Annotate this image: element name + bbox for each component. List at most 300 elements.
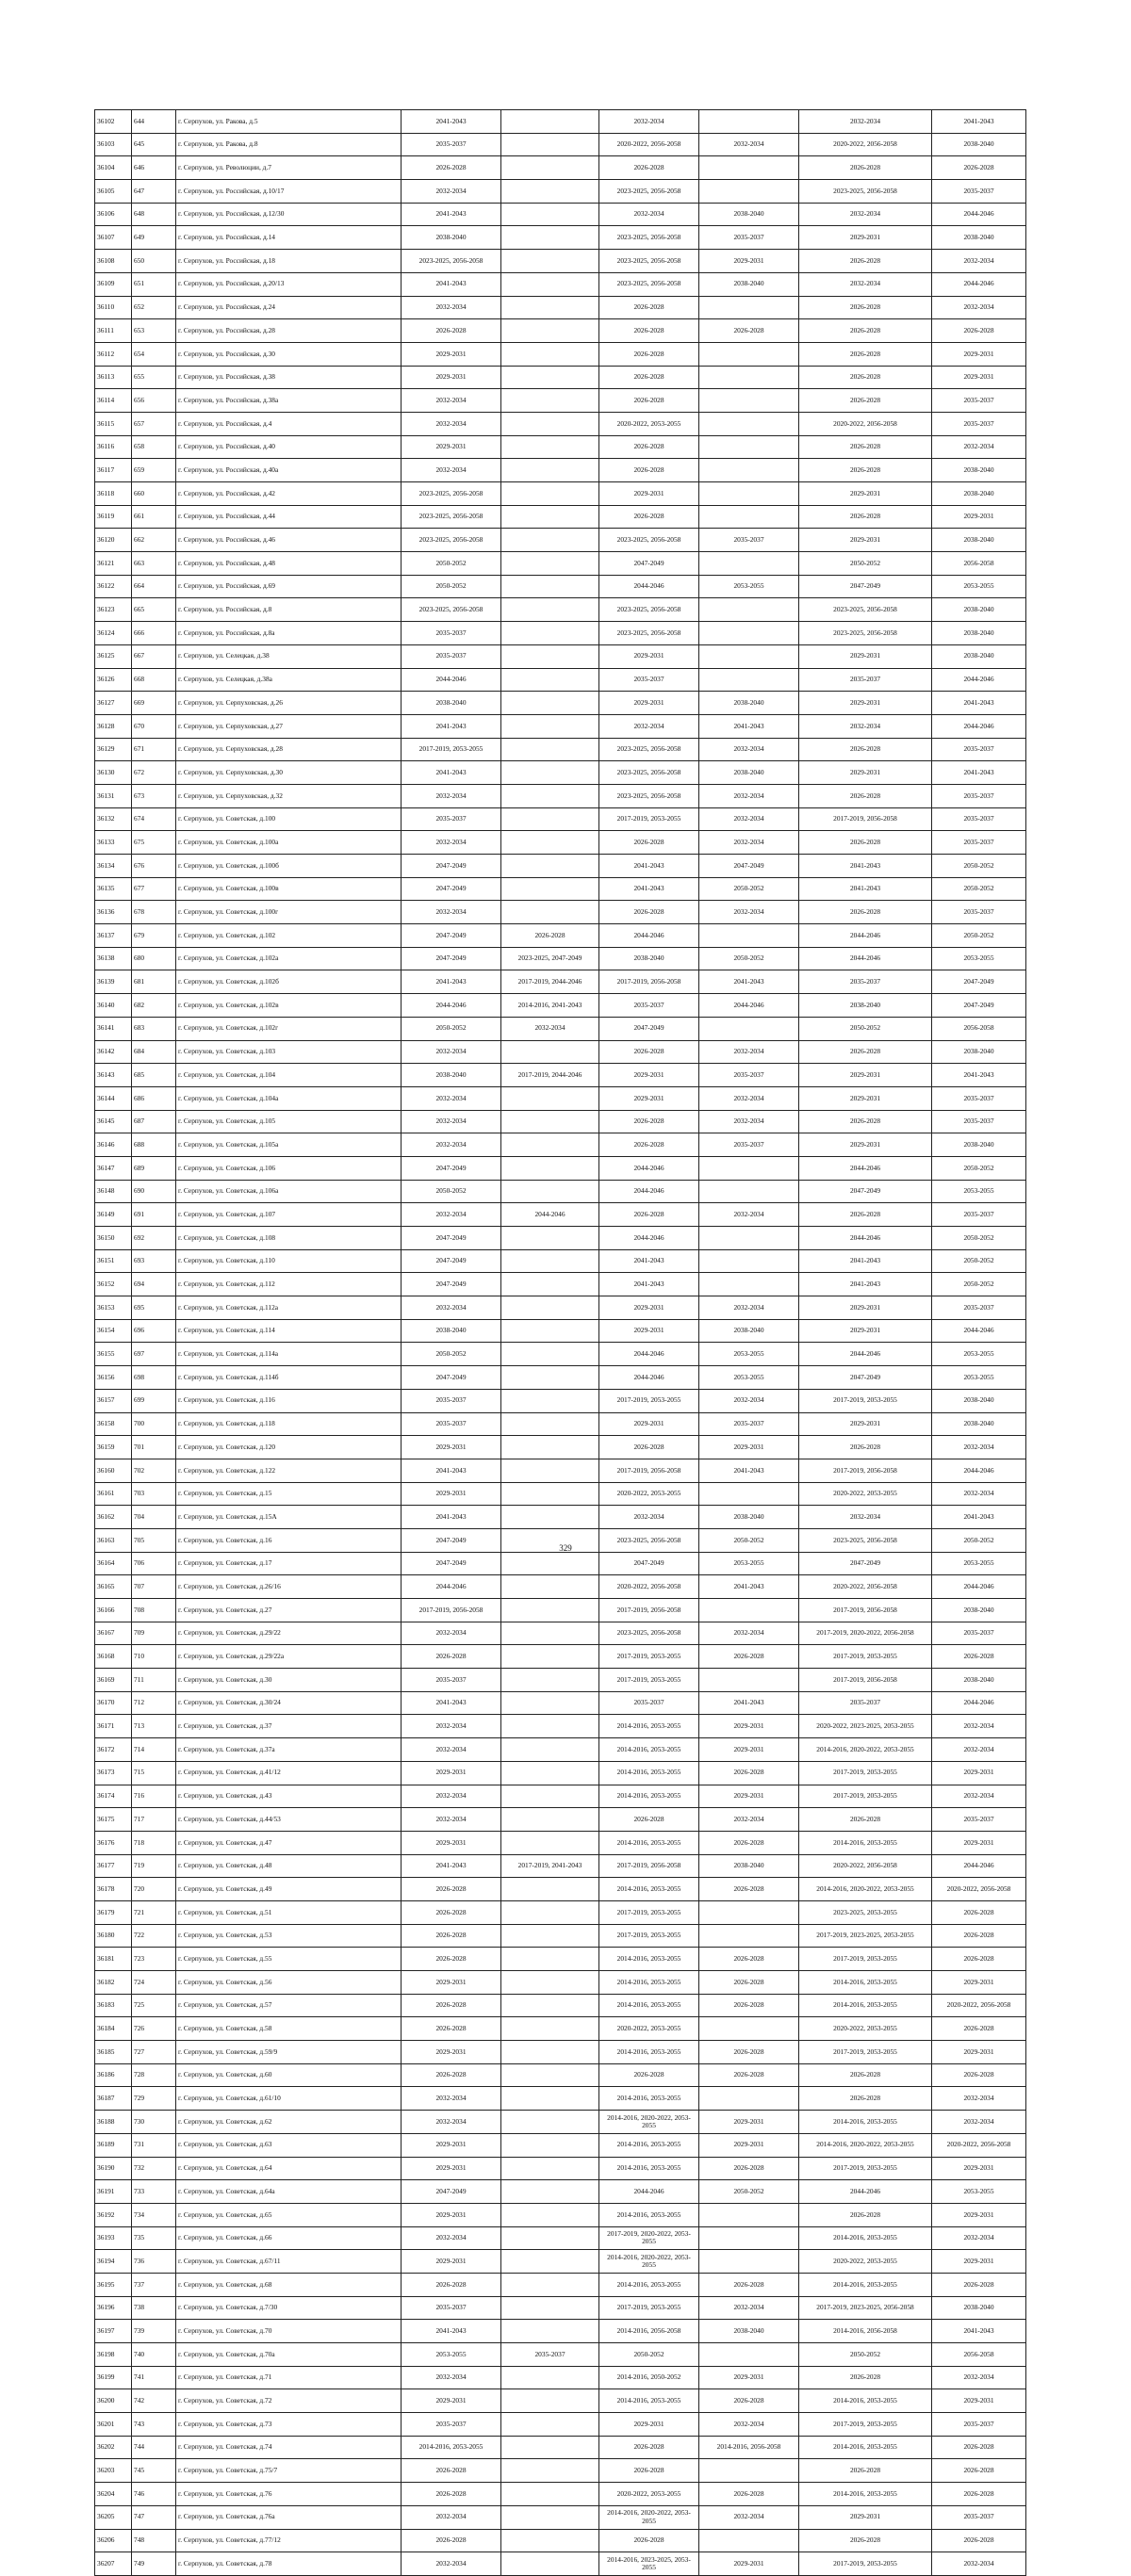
table-cell: 36174 [95, 1785, 132, 1808]
table-cell: 2014-2016, 2053-2055 [599, 2389, 699, 2413]
table-cell: 2023-2025, 2056-2058 [799, 598, 932, 622]
table-row [95, 2203, 1026, 2226]
table-cell: 2050-2052 [932, 1249, 1026, 1273]
table-cell: 2041-2043 [799, 877, 932, 901]
table-cell: 2023-2025, 2056-2058 [599, 622, 699, 645]
table-cell [699, 435, 799, 459]
table-row [95, 203, 1026, 226]
table-cell: 2026-2028 [799, 1436, 932, 1459]
table-cell: г. Серпухов, ул. Советская, д.114 [176, 1319, 402, 1343]
table-cell: 2023-2025, 2047-2049 [501, 947, 599, 970]
table-cell: 2026-2028 [599, 342, 699, 366]
table-cell: 695 [132, 1296, 176, 1320]
table-cell: 2050-2052 [699, 877, 799, 901]
table-cell: 2026-2028 [402, 2063, 501, 2087]
table-cell: г. Серпухов, ул. Советская, д.64а [176, 2180, 402, 2204]
table-cell [501, 366, 599, 389]
table-cell [501, 203, 599, 226]
table-cell: 685 [132, 1064, 176, 1087]
table-cell: 2053-2055 [932, 2180, 1026, 2204]
table-cell [699, 622, 799, 645]
table-cell: 2026-2028 [799, 738, 932, 761]
table-cell [501, 1506, 599, 1529]
table-cell [501, 1133, 599, 1157]
table-cell: 2026-2028 [402, 1994, 501, 2017]
table-cell: 2026-2028 [699, 1971, 799, 1995]
table-cell [501, 668, 599, 692]
table-cell: 2041-2043 [402, 1691, 501, 1715]
table-row [95, 1017, 1026, 1040]
table-cell: 2035-2037 [932, 1622, 1026, 1645]
table-cell [501, 2505, 599, 2529]
table-cell: 2047-2049 [932, 994, 1026, 1018]
table-cell: 2038-2040 [932, 2296, 1026, 2320]
table-row [95, 412, 1026, 435]
table-row [95, 2505, 1026, 2529]
table-row [95, 226, 1026, 250]
table-cell: 2032-2034 [402, 2366, 501, 2389]
table-cell: 2035-2037 [599, 994, 699, 1018]
table-row [95, 1924, 1026, 1948]
table-cell: 2023-2025, 2056-2058 [599, 1622, 699, 1645]
table-cell: 36205 [95, 2505, 132, 2529]
table-cell [699, 1249, 799, 1273]
table-cell: 2056-2058 [932, 2343, 1026, 2367]
table-row [95, 714, 1026, 738]
table-cell: г. Серпухов, ул. Российская, д.44 [176, 505, 402, 529]
table-cell: г. Серпухов, ул. Советская, д.114б [176, 1366, 402, 1390]
table-cell: 2026-2028 [699, 1645, 799, 1669]
table-cell: 714 [132, 1738, 176, 1762]
table-cell: 2029-2031 [799, 1412, 932, 1436]
table-cell: 36143 [95, 1064, 132, 1087]
table-cell: 711 [132, 1669, 176, 1692]
table-row [95, 2483, 1026, 2506]
table-cell [699, 1482, 799, 1506]
table-cell [699, 598, 799, 622]
table-cell: 2032-2034 [402, 412, 501, 435]
table-cell: 2032-2034 [402, 1738, 501, 1762]
table-cell: 722 [132, 1924, 176, 1948]
table-cell: 36121 [95, 552, 132, 576]
table-cell [699, 1900, 799, 1924]
table-cell [699, 1669, 799, 1692]
table-cell [699, 389, 799, 413]
table-cell: 2044-2046 [599, 2180, 699, 2204]
table-cell: 2014-2016, 2053-2055 [799, 2111, 932, 2134]
table-cell: г. Серпухов, ул. Селецкая, д.38а [176, 668, 402, 692]
table-cell: 36161 [95, 1482, 132, 1506]
table-cell: 670 [132, 714, 176, 738]
table-cell: г. Серпухов, ул. Советская, д.66 [176, 2226, 402, 2250]
table-cell: 2056-2058 [932, 552, 1026, 576]
table-row [95, 1040, 1026, 1064]
table-cell: 36200 [95, 2389, 132, 2413]
table-cell: 2014-2016, 2020-2022, 2053-2055 [599, 2250, 699, 2274]
table-cell [501, 1552, 599, 1575]
table-row [95, 1180, 1026, 1203]
table-cell: 36206 [95, 2529, 132, 2552]
table-cell: 2026-2028 [699, 319, 799, 343]
table-cell: 2032-2034 [699, 2505, 799, 2529]
table-cell: 686 [132, 1086, 176, 1110]
table-cell: 36198 [95, 2343, 132, 2367]
table-cell [501, 1599, 599, 1622]
table-cell: 2041-2043 [402, 203, 501, 226]
table-cell: 36186 [95, 2063, 132, 2087]
table-cell: 2029-2031 [699, 2366, 799, 2389]
table-cell: 2017-2019, 2053-2055 [599, 1900, 699, 1924]
table-cell: 2032-2034 [402, 1110, 501, 1133]
table-cell: 2032-2034 [699, 1040, 799, 1064]
table-cell: 2020-2022, 2056-2058 [932, 1878, 1026, 1901]
table-cell: 694 [132, 1273, 176, 1296]
table-cell: 2032-2034 [599, 714, 699, 738]
table-cell: г. Серпухов, ул. Советская, д.105а [176, 1133, 402, 1157]
table-cell: 36162 [95, 1506, 132, 1529]
table-cell: 2032-2034 [402, 2226, 501, 2250]
table-cell [501, 2226, 599, 2250]
table-cell: 2014-2016, 2053-2055 [799, 1971, 932, 1995]
table-cell: 2014-2016, 2053-2055 [599, 2041, 699, 2064]
table-cell: 36156 [95, 1366, 132, 1390]
table-cell: г. Серпухов, ул. Советская, д.106а [176, 1180, 402, 1203]
table-cell [501, 2436, 599, 2459]
table-cell: 675 [132, 831, 176, 855]
table-cell: 2026-2028 [932, 1948, 1026, 1971]
table-cell: 36152 [95, 1273, 132, 1296]
table-cell: 2032-2034 [699, 901, 799, 924]
table-cell: 2026-2028 [799, 1040, 932, 1064]
table-cell: 2023-2025, 2056-2058 [599, 784, 699, 807]
table-row [95, 692, 1026, 715]
table-cell: 36193 [95, 2226, 132, 2250]
table-cell: 2041-2043 [699, 1691, 799, 1715]
table-cell: г. Серпухов, ул. Советская, д.74 [176, 2436, 402, 2459]
table-cell: 2017-2019, 2053-2055 [799, 1645, 932, 1669]
table-cell [501, 1459, 599, 1482]
table-cell: 2038-2040 [932, 1599, 1026, 1622]
table-cell: 673 [132, 784, 176, 807]
table-cell: 2014-2016, 2053-2055 [599, 2087, 699, 2111]
table-cell: 2026-2028 [699, 2063, 799, 2087]
table-cell: 2047-2049 [402, 855, 501, 878]
table-cell: 719 [132, 1854, 176, 1878]
table-cell: 36107 [95, 226, 132, 250]
table-cell: г. Серпухов, ул. Советская, д.102в [176, 994, 402, 1018]
table-cell: 2032-2034 [932, 2226, 1026, 2250]
table-cell: 36128 [95, 714, 132, 738]
table-cell: г. Серпухов, ул. Российская, д.40а [176, 459, 402, 482]
table-cell: 2026-2028 [699, 1994, 799, 2017]
table-cell: 2041-2043 [402, 761, 501, 785]
table-cell: 2014-2016, 2056-2058 [699, 2436, 799, 2459]
table-row [95, 250, 1026, 273]
table-cell: г. Серпухов, ул. Российская, д.8 [176, 598, 402, 622]
table-cell: 36178 [95, 1878, 132, 1901]
table-cell: 2026-2028 [599, 296, 699, 319]
table-cell: 2044-2046 [932, 668, 1026, 692]
table-cell: 36151 [95, 1249, 132, 1273]
table-cell: 2032-2034 [799, 203, 932, 226]
table-cell: 2029-2031 [599, 1412, 699, 1436]
table-cell: 2029-2031 [599, 1086, 699, 1110]
table-cell: 2032-2034 [402, 296, 501, 319]
table-cell: 2044-2046 [799, 1156, 932, 1180]
table-cell: 2041-2043 [402, 2320, 501, 2343]
table-cell [699, 156, 799, 180]
table-cell: 2032-2034 [932, 2552, 1026, 2576]
table-row [95, 2296, 1026, 2320]
table-cell: 2038-2040 [932, 1040, 1026, 1064]
table-cell: 700 [132, 1412, 176, 1436]
table-cell: г. Серпухов, ул. Российская, д.12/30 [176, 203, 402, 226]
table-cell: 684 [132, 1040, 176, 1064]
table-cell: 665 [132, 598, 176, 622]
table-row [95, 1854, 1026, 1878]
table-cell: 2029-2031 [699, 2111, 799, 2134]
table-cell: 664 [132, 575, 176, 598]
table-row [95, 2250, 1026, 2274]
table-cell: 2026-2028 [799, 831, 932, 855]
table-cell [699, 366, 799, 389]
table-cell: 36149 [95, 1203, 132, 1227]
table-cell: 2053-2055 [932, 1180, 1026, 1203]
table-cell [501, 644, 599, 668]
table-cell: 2050-2052 [932, 1227, 1026, 1250]
table-cell: 36195 [95, 2273, 132, 2296]
table-cell: 737 [132, 2273, 176, 2296]
table-cell: 677 [132, 877, 176, 901]
table-cell: 2017-2019, 2056-2058 [799, 1669, 932, 1692]
table-cell [501, 2111, 599, 2134]
table-cell [501, 1156, 599, 1180]
table-cell: 2029-2031 [799, 482, 932, 506]
table-cell: 2014-2016, 2053-2055 [402, 2436, 501, 2459]
table-cell [501, 1761, 599, 1785]
table-cell: 683 [132, 1017, 176, 1040]
table-cell: 36160 [95, 1459, 132, 1482]
table-cell: 716 [132, 1785, 176, 1808]
table-cell: г. Серпухов, ул. Российская, д.38а [176, 389, 402, 413]
table-cell [501, 1389, 599, 1412]
table-cell: 661 [132, 505, 176, 529]
table-cell: 2029-2031 [599, 482, 699, 506]
table-cell: 2053-2055 [699, 1366, 799, 1390]
table-cell: 692 [132, 1227, 176, 1250]
table-cell: 36188 [95, 2111, 132, 2134]
table-cell: 2038-2040 [699, 692, 799, 715]
table-cell: 36166 [95, 1599, 132, 1622]
table-cell: 2023-2025, 2056-2058 [402, 250, 501, 273]
table-cell [501, 133, 599, 156]
table-cell [501, 2552, 599, 2576]
table-cell: 36192 [95, 2203, 132, 2226]
table-cell: 36147 [95, 1156, 132, 1180]
table-cell: 36201 [95, 2413, 132, 2437]
table-cell: 2032-2034 [402, 2111, 501, 2134]
table-cell: 36122 [95, 575, 132, 598]
table-row [95, 1086, 1026, 1110]
table-cell: г. Серпухов, ул. Российская, д.28 [176, 319, 402, 343]
table-row [95, 598, 1026, 622]
table-cell: 2026-2028 [599, 1808, 699, 1832]
table-cell: 2020-2022, 2056-2058 [932, 1994, 1026, 2017]
table-cell [699, 552, 799, 576]
table-cell: 2053-2055 [932, 1366, 1026, 1390]
table-cell: 659 [132, 459, 176, 482]
table-cell: 2026-2028 [799, 342, 932, 366]
table-cell: 2038-2040 [699, 1854, 799, 1878]
table-cell: 2026-2028 [799, 1808, 932, 1832]
table-cell: 2023-2025, 2056-2058 [599, 598, 699, 622]
table-cell: 36182 [95, 1971, 132, 1995]
table-cell [699, 342, 799, 366]
table-cell: 652 [132, 296, 176, 319]
table-cell: 36171 [95, 1715, 132, 1738]
table-cell: г. Серпухов, ул. Советская, д.71 [176, 2366, 402, 2389]
table-cell [501, 389, 599, 413]
table-cell: 2029-2031 [932, 2041, 1026, 2064]
table-cell: 687 [132, 1110, 176, 1133]
table-cell: 2029-2031 [599, 1319, 699, 1343]
table-row [95, 2320, 1026, 2343]
table-cell: 2014-2016, 2056-2058 [799, 2320, 932, 2343]
table-cell: 2029-2031 [799, 692, 932, 715]
table-cell: 2044-2046 [932, 1854, 1026, 1878]
table-row [95, 1599, 1026, 1622]
table-cell: 2020-2022, 2053-2055 [599, 2483, 699, 2506]
table-cell: 36102 [95, 110, 132, 134]
table-cell: 2041-2043 [699, 1459, 799, 1482]
table-cell [501, 2180, 599, 2204]
table-cell: 2026-2028 [599, 2063, 699, 2087]
table-cell: 2026-2028 [932, 2436, 1026, 2459]
table-cell: 702 [132, 1459, 176, 1482]
table-cell: 2026-2028 [799, 1110, 932, 1133]
table-cell: 2014-2016, 2053-2055 [799, 1994, 932, 2017]
table-row [95, 622, 1026, 645]
table-cell: 688 [132, 1133, 176, 1157]
table-cell [699, 2529, 799, 2552]
table-cell [501, 738, 599, 761]
table-cell: 2044-2046 [799, 2180, 932, 2204]
table-cell: 2020-2022, 2053-2055 [599, 412, 699, 435]
table-row [95, 2063, 1026, 2087]
table-cell: 2017-2019, 2056-2058 [402, 1599, 501, 1622]
table-cell [501, 1040, 599, 1064]
table-cell: 2041-2043 [932, 692, 1026, 715]
table-cell: 36154 [95, 1319, 132, 1343]
table-cell: 2023-2025, 2056-2058 [402, 505, 501, 529]
table-cell: 728 [132, 2063, 176, 2087]
table-cell: г. Серпухов, ул. Советская, д.59/9 [176, 2041, 402, 2064]
table-cell: 2017-2019, 2053-2055 [599, 1924, 699, 1948]
schedule-table [94, 109, 1026, 2576]
table-cell: 2014-2016, 2023-2025, 2053-2055 [599, 2552, 699, 2576]
table-cell [501, 1900, 599, 1924]
table-cell: 2032-2034 [402, 784, 501, 807]
table-cell: 2032-2034 [402, 1133, 501, 1157]
table-cell: 656 [132, 389, 176, 413]
table-row [95, 482, 1026, 506]
table-cell: 36196 [95, 2296, 132, 2320]
table-row [95, 1645, 1026, 1669]
table-row [95, 2226, 1026, 2250]
table-cell: 2035-2037 [932, 2413, 1026, 2437]
table-cell: г. Серпухов, ул. Советская, д.55 [176, 1948, 402, 1971]
table-cell: 2044-2046 [402, 1575, 501, 1599]
table-cell: 36170 [95, 1691, 132, 1715]
table-cell: 2029-2031 [699, 250, 799, 273]
table-cell [501, 296, 599, 319]
table-row [95, 1785, 1026, 1808]
table-cell: г. Серпухов, ул. Революции, д.7 [176, 156, 402, 180]
table-cell: г. Серпухов, ул. Советская, д.68 [176, 2273, 402, 2296]
table-cell: 2044-2046 [599, 924, 699, 948]
table-cell [501, 855, 599, 878]
table-cell: 2047-2049 [799, 1180, 932, 1203]
table-cell: г. Серпухов, ул. Советская, д.76а [176, 2505, 402, 2529]
table-cell: 36106 [95, 203, 132, 226]
table-cell: 720 [132, 1878, 176, 1901]
table-row [95, 459, 1026, 482]
table-cell: г. Серпухов, ул. Серпуховская, д.27 [176, 714, 402, 738]
table-cell: 2014-2016, 2053-2055 [599, 1738, 699, 1762]
table-row [95, 738, 1026, 761]
table-cell: 36135 [95, 877, 132, 901]
table-cell [501, 1878, 599, 1901]
table-cell: 2032-2034 [402, 2505, 501, 2529]
table-cell: 36137 [95, 924, 132, 948]
table-cell: 2026-2028 [799, 366, 932, 389]
table-row [95, 855, 1026, 878]
table-cell: г. Серпухов, ул. Советская, д.47 [176, 1831, 402, 1854]
table-cell: 2044-2046 [932, 272, 1026, 296]
table-cell [699, 1017, 799, 1040]
table-cell [501, 459, 599, 482]
table-cell: 2038-2040 [402, 1064, 501, 1087]
table-cell: 2041-2043 [932, 110, 1026, 134]
table-cell [699, 644, 799, 668]
table-cell: 2041-2043 [402, 272, 501, 296]
table-cell: 2035-2037 [932, 389, 1026, 413]
table-cell: 36118 [95, 482, 132, 506]
table-cell [501, 2041, 599, 2064]
table-cell: 2026-2028 [402, 2529, 501, 2552]
table-cell: 2023-2025, 2056-2058 [799, 1528, 932, 1552]
table-cell [501, 482, 599, 506]
table-cell [501, 598, 599, 622]
table-cell: 2026-2028 [599, 2436, 699, 2459]
table-cell: 2017-2019, 2053-2055 [799, 2041, 932, 2064]
table-cell: 2038-2040 [932, 482, 1026, 506]
table-cell: 2023-2025, 2056-2058 [402, 529, 501, 552]
table-cell: 2050-2052 [699, 1528, 799, 1552]
table-cell: 2029-2031 [699, 1785, 799, 1808]
table-cell: 2029-2031 [932, 2203, 1026, 2226]
table-cell: 742 [132, 2389, 176, 2413]
table-cell: 2038-2040 [932, 1133, 1026, 1157]
table-cell [501, 1249, 599, 1273]
table-cell: г. Серпухов, ул. Российская, д.14 [176, 226, 402, 250]
table-cell: 2029-2031 [932, 505, 1026, 529]
table-row [95, 761, 1026, 785]
table-cell: 2041-2043 [699, 714, 799, 738]
table-cell: 2047-2049 [799, 1552, 932, 1575]
table-cell [699, 110, 799, 134]
table-cell [699, 2017, 799, 2041]
